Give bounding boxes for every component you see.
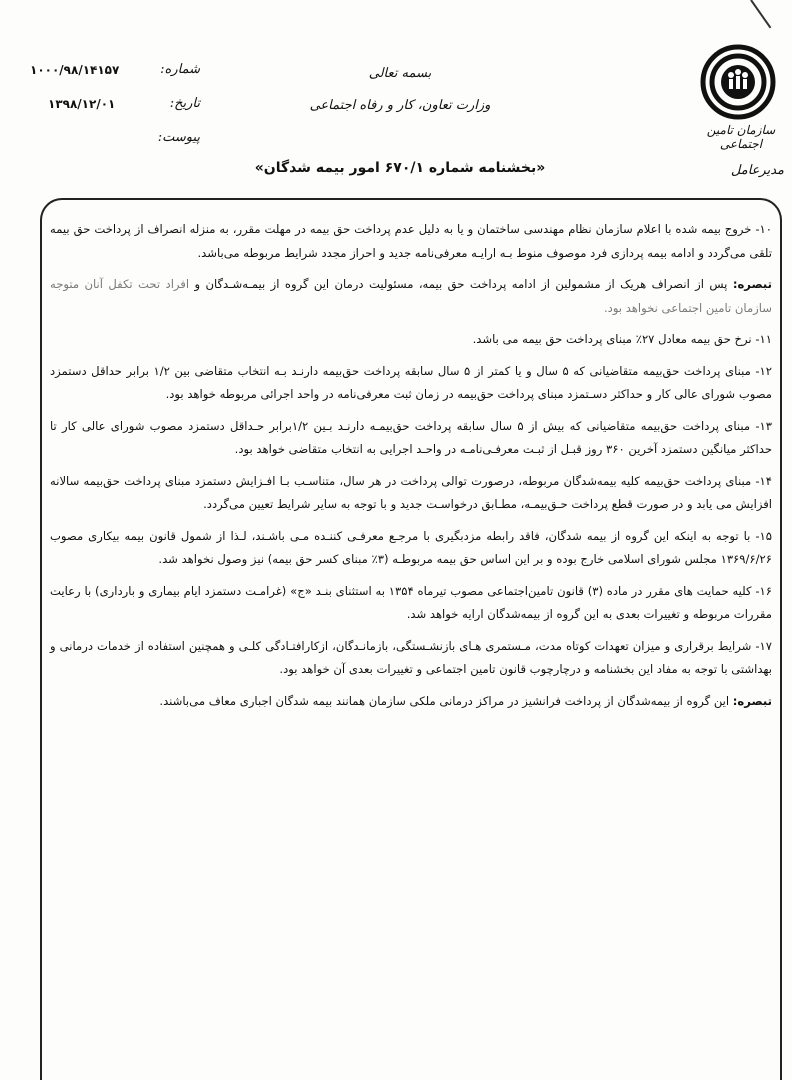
paragraph-text-faint: افراد تحت تکفل آنان متوجه سازمان تامین اجتماعی نخواهد بود. [50,277,772,315]
date-label: تاریخ: [169,96,200,111]
paragraph-text: ۱۲- مبنای پرداخت حق‌بیمه متقاضیانی که ۵ سال و یا کمتر از ۵ سال سابقه پرداخت حق‌بیمه دارنـد بـه انتخاب متقاضی بین ۱/۲ برابر حداقل دستمزد مصوب شورای عالی کار و حداکثر دسـتمزد مبنای پرداخت حق‌بیمه در زمان ثبت معرفی‌نامه در واحد اجرائی مربوطه خواهد بود. [50,363,772,401]
paragraph-15 [50,525,772,572]
note-label: تبصره: [732,277,773,291]
paragraph-text: ۱۶- کلیه حمایت های مقرر در ماده (۳) قانون تامین‌اجتماعی مصوب تیرماه ۱۳۵۴ به استثنای بنـد «ج» (غرامـت دستمزد ایام بیماری و بارداری) با رعایت مقررات مربوطه و تغییرات بعدی به این گروه از بیمه‌شدگان ارایه خواهد شد. [50,583,772,621]
paragraph-text: این گروه از بیمه‌شدگان از پرداخت فرانشیز در مراکز درمانی ملکی سازمان همانند بیمه شدگان اجباری معاف می‌باشند. [159,693,733,708]
paragraph-12 [50,360,772,407]
paragraph-text: ۱۳- مبنای پرداخت حق‌بیمه متقاضیانی که بیش از ۵ سال سابقه پرداخت حق‌بیمـه دارنـد بـین ۱/۲برابر حـداقل دستمزد مصوب شورای عالی کار تا حداکثر میانگین دستمزد آخرین ۳۶۰ روز قبـل از ثبـت معرفـی‌نامـه در واحـد اجرایی به انتخاب متقاضی خواهد بود. [50,418,773,456]
paragraph-14 [50,470,772,517]
scan-mark [750,0,771,28]
number-label: شماره: [160,62,200,77]
paragraph-10 [50,218,772,265]
social-security-logo [700,44,776,120]
note-1 [50,273,772,320]
date-value: ۱۳۹۸/۱۲/۰۱ [48,97,116,111]
organization-name: سازمان تامین اجتماعی [706,123,776,151]
paragraph-13 [50,415,772,462]
bismillah: بسمه تعالی [368,66,432,81]
paragraph-16 [50,580,772,627]
paragraph-11 [50,328,772,352]
addressee: مدیرعامل [730,163,784,178]
note-2 [50,690,772,714]
ministry-name: وزارت تعاون، کار و رفاه اجتماعی [309,98,491,113]
paragraph-17 [50,635,772,682]
paragraph-text: ۱۱- نرخ حق بیمه معادل ۲۷٪ مبنای پرداخت حق بیمه می باشد. [472,332,772,346]
circular-title: «بخشنامه شماره ۶۷۰/۱ امور بیمه شدگان» [254,160,546,176]
paragraph-text: پس از انصراف هریک از مشمولین از ادامه پرداخت حق بیمه، مسئولیت درمان این گروه از بیمـه‌شـدگان و [194,277,733,291]
paragraph-text: ۱۵- با توجه به اینکه این گروه از بیمه شدگان، فاقد رابطه مزدبگیری با مرجـع معرفـی کننـده مـی باشـند، لـذا از شمول قانون بیمه بیکاری مصوب ۱۳۶۹/۶/۲۶ مجلس شورای اسلامی خارج بوده و بر این اساس حق بیمه مربوطـه (۳٪ مبنای کسر حق بیمه) نیز وصول نخواهد شد. [50,528,772,566]
paragraph-text: ۱۴- مبنای پرداخت حق‌بیمه کلیه بیمه‌شدگان مربوطه، درصورت توالی پرداخت در هر سال، متناسـب بـا افـزایش دستمزد مبنای پرداخت حق‌بیمه سالانه افزایش می یابد و در صورت قطع پرداخت حـق‌بیمـه، مطـابق درخواسـت جدید و با توجه به سایر شرایط تعیین می‌گردد. [50,473,772,511]
paragraph-text: ۱۷- شرایط برقراری و میزان تعهدات کوتاه مدت، مـستمری هـای بازنشـستگی، بازمانـدگان، ازکارافتـادگی کلـی و همچنین استفاده از خدمات درمانی و بهداشتی با توجه به مفاد این بخشنامه و درچارچوب قانون تامین اجتماعی و تغییرات بعدی آن خواهد بود. [50,638,772,676]
number-value: ۱۰۰۰/۹۸/۱۴۱۵۷ [30,63,120,77]
note-label: تبصره: [732,693,772,708]
letter-body [50,218,772,721]
attachment-label: پیوست: [157,130,200,145]
paragraph-text: ۱۰- خروج بیمه شده با اعلام سازمان نظام مهندسی ساختمان و یا به دلیل عدم پرداخت حق بیمه در مهلت مقرر، به منزله انصراف از پرداخت حق بیمه تلقی می‌گردد و ادامه بیمه پردازی فرد موصوف منوط بـه ارایـه معرفی‌نامه جدید و احراز مجدد شرایط مربوطه می‌باشد. [50,222,772,260]
